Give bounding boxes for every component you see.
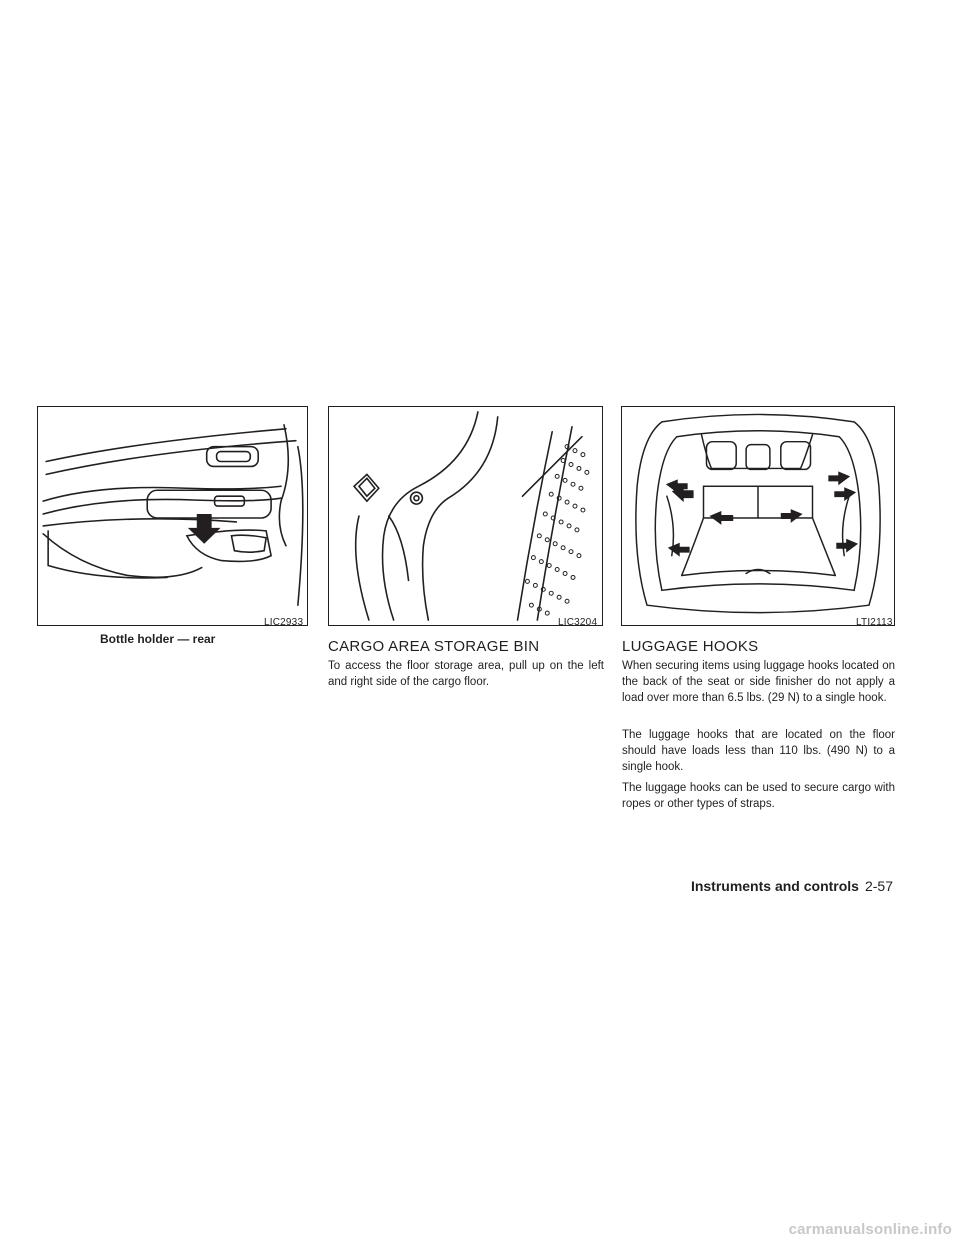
- figure-code: LIC2933: [264, 617, 304, 628]
- cargo-area-illustration: [622, 407, 894, 625]
- section-heading-luggage-hooks: LUGGAGE HOOKS: [622, 638, 759, 655]
- arrow-hook-icon: [668, 543, 690, 557]
- paragraph: The luggage hooks can be used to secure cargo with ropes or other types of straps.: [622, 782, 895, 810]
- arrow-hook-icon: [781, 509, 803, 523]
- page-footer: [691, 878, 893, 894]
- arrow-hook-icon: [828, 471, 850, 485]
- paragraph: The luggage hooks that are located on the floor should have loads less than 110 lbs. (490 N) to a single hook.: [622, 729, 895, 773]
- figure-code: LIC3204: [558, 617, 598, 628]
- footer-section-title: Instruments and controls: [690, 878, 859, 894]
- paragraph: To access the floor storage area, pull up on the left and right side of the cargo floor.: [328, 660, 604, 688]
- arrow-hook-icon: [834, 487, 856, 501]
- arrow-hook-icon: [709, 511, 733, 525]
- paragraph: When securing items using luggage hooks located on the back of the seat or side finisher do not apply a load over more than 6.5 lbs. (29 N) to a single hook.: [622, 660, 895, 704]
- figure-luggage-hooks: [621, 406, 895, 626]
- watermark: carmanualsonline.info: [788, 1221, 952, 1238]
- door-panel-illustration: [38, 407, 307, 625]
- figure-caption: Bottle holder — rear: [100, 632, 216, 646]
- cargo-floor-illustration: [329, 407, 602, 625]
- figure-code: LTI2113: [856, 617, 893, 628]
- section-heading-cargo-bin: CARGO AREA STORAGE BIN: [328, 638, 540, 655]
- page-number: 2-57: [864, 878, 893, 894]
- figure-cargo-storage-bin: [328, 406, 603, 626]
- arrow-hook-icon: [836, 539, 858, 553]
- figure-bottle-holder: [37, 406, 308, 626]
